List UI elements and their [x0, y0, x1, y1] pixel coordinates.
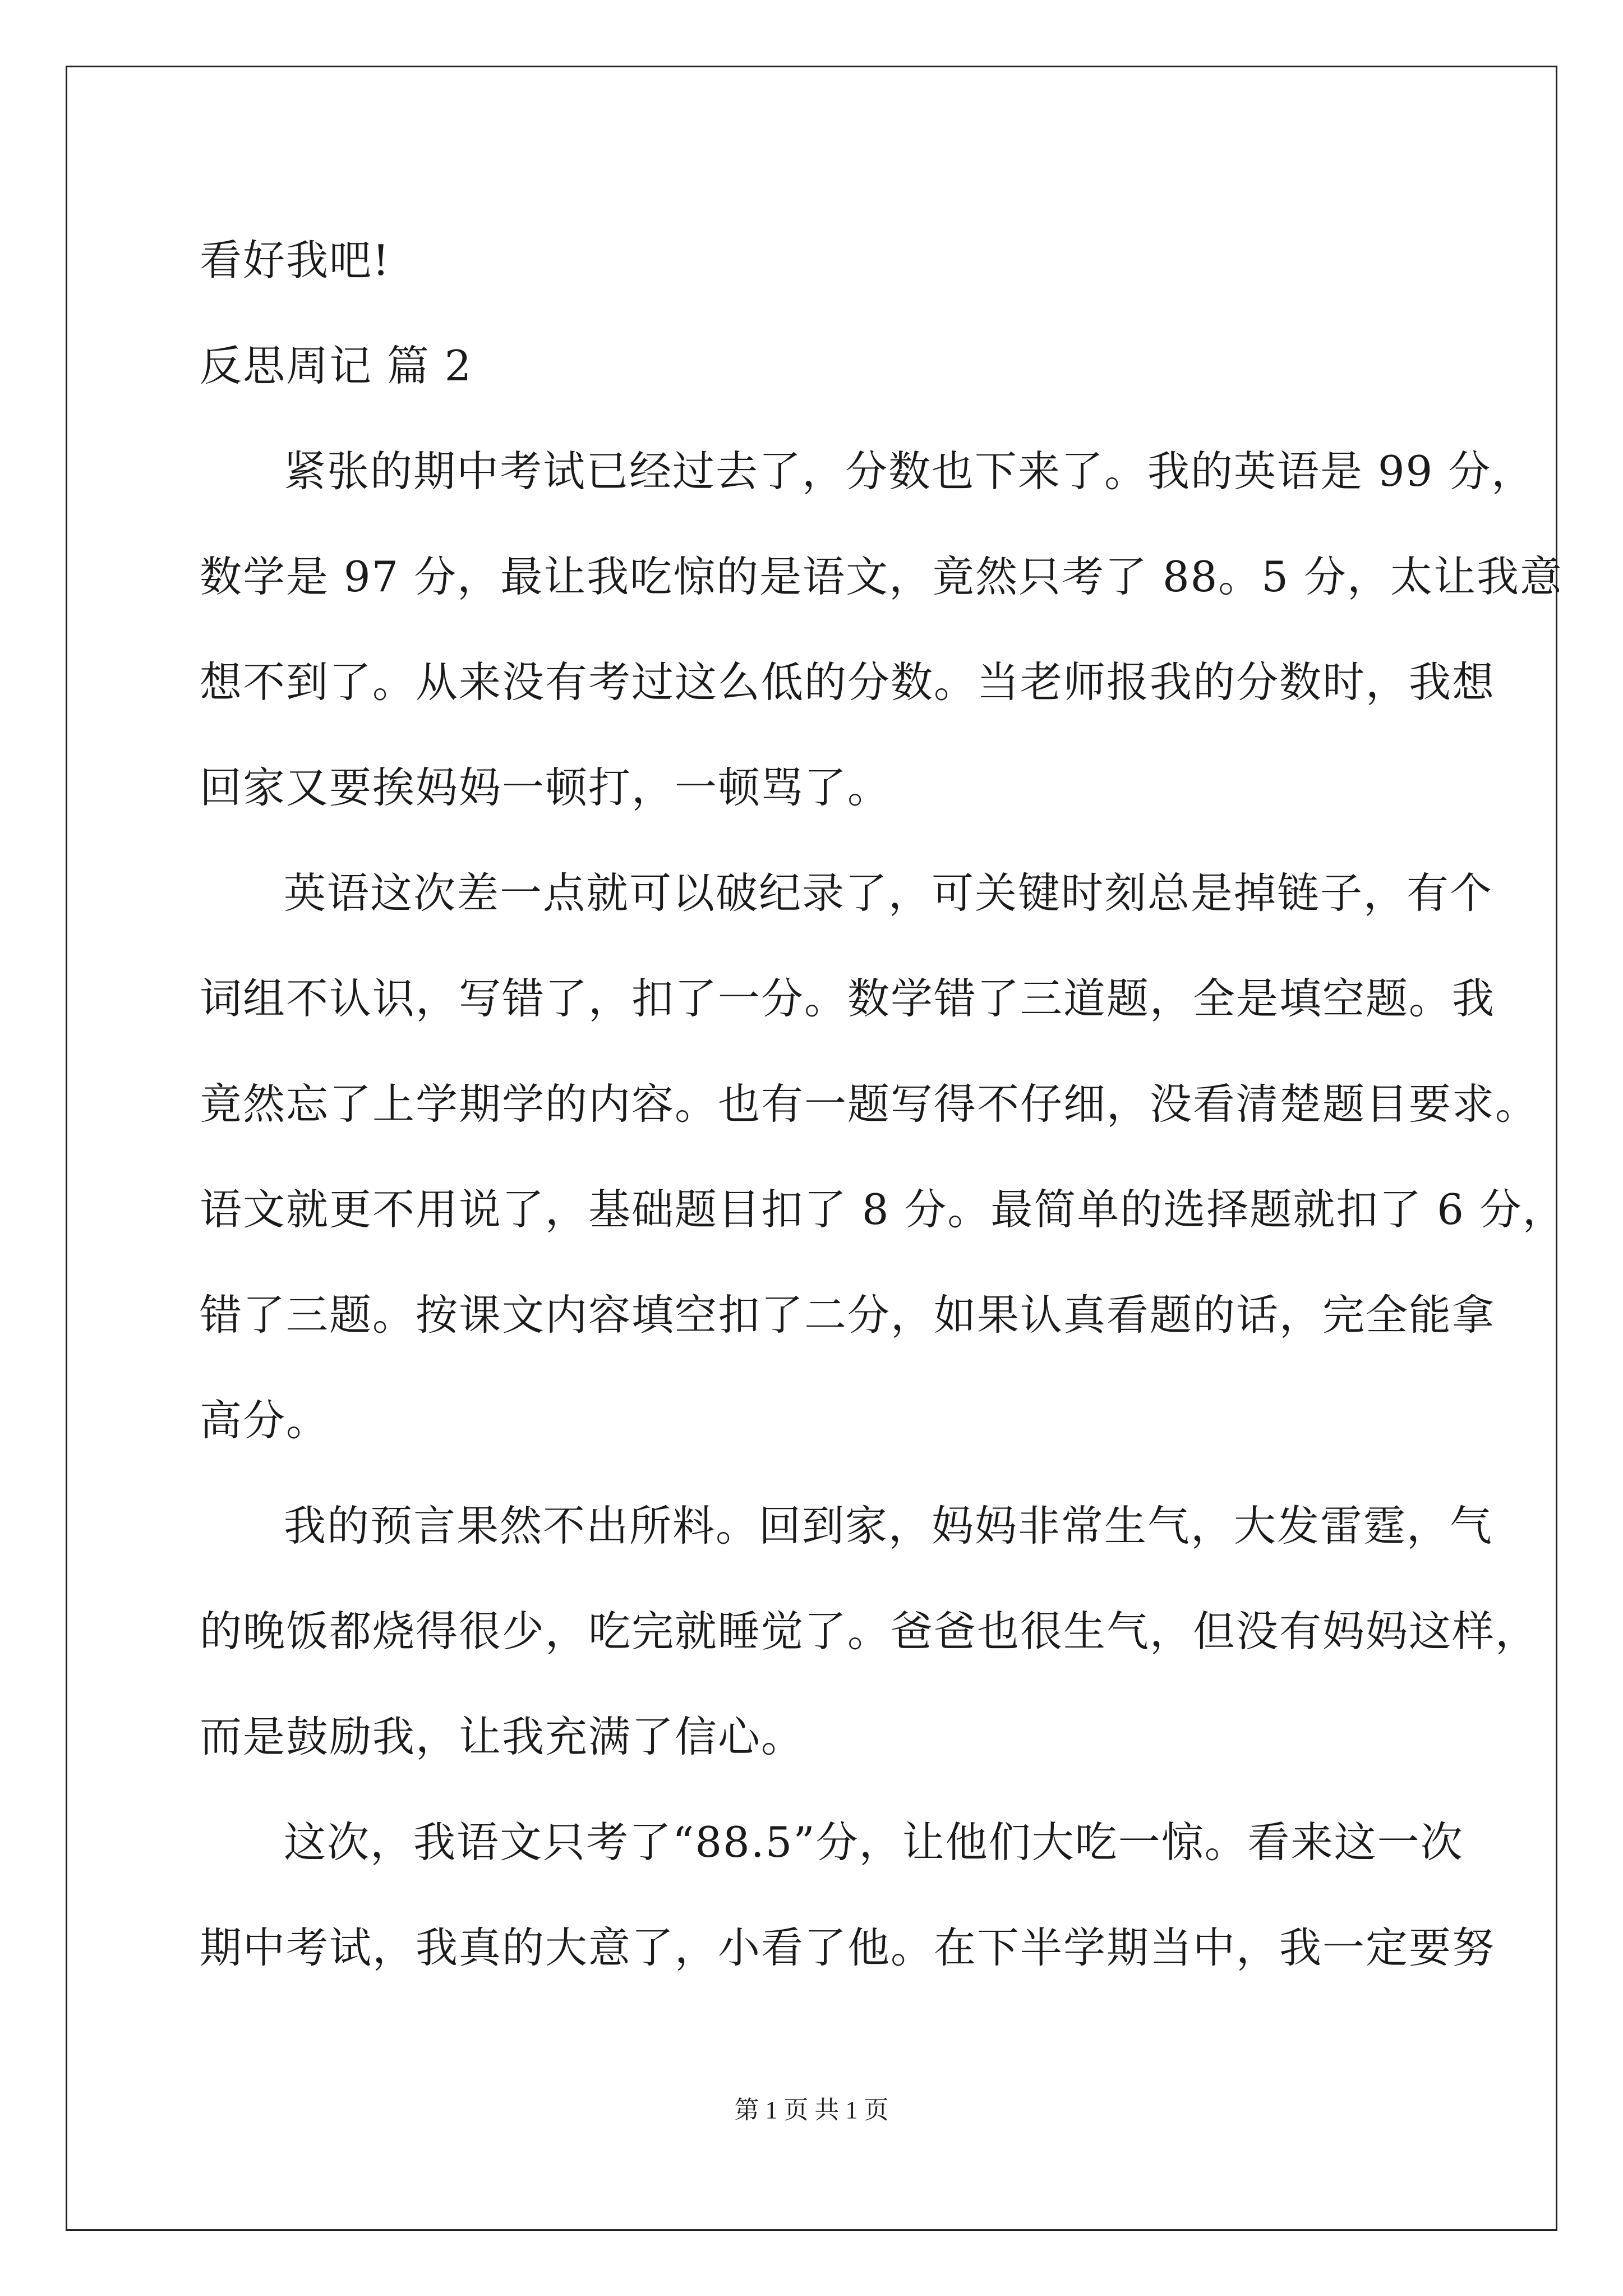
text-line: 数学是 97 分，最让我吃惊的是语文，竟然只考了 88。5 分，太让我意 [200, 552, 1563, 601]
text-line: 错了三题。按课文内容填空扣了二分，如果认真看题的话，完全能拿 [200, 1290, 1496, 1340]
text-line: 竟然忘了上学期学的内容。也有一题写得不仔细，没看清楚题目要求。 [200, 1079, 1539, 1129]
document-body [200, 208, 1566, 2000]
paragraph-first-line: 我的预言果然不出所料。回到家，妈妈非常生气，大发雷霆，气 [284, 1501, 1493, 1550]
text-line: 而是鼓励我，让我充满了信心。 [200, 1712, 805, 1761]
paragraph-first-line: 这次，我语文只考了“88.5”分，让他们大吃一惊。看来这一次 [284, 1818, 1464, 1867]
text-line: 的晚饭都烧得很少，吃完就睡觉了。爸爸也很生气，但没有妈妈这样， [200, 1607, 1539, 1656]
section-heading: 反思周记 篇 2 [200, 341, 473, 390]
text-line: 看好我吧! [200, 236, 391, 285]
paragraph-first-line: 英语这次差一点就可以破纪录了，可关键时刻总是掉链子，有个 [284, 868, 1493, 918]
text-line: 回家又要挨妈妈一顿打，一顿骂了。 [200, 763, 891, 812]
paragraph-first-line: 紧张的期中考试已经过去了，分数也下来了。我的英语是 99 分， [284, 447, 1535, 496]
text-line: 词组不认识，写错了，扣了一分。数学错了三道题，全是填空题。我 [200, 974, 1496, 1023]
text-line: 高分。 [200, 1396, 330, 1445]
text-line: 想不到了。从来没有考过这么低的分数。当老师报我的分数时，我想 [200, 657, 1496, 707]
text-line: 语文就更不用说了，基础题目扣了 8 分。最简单的选择题就扣了 6 分， [200, 1185, 1566, 1234]
page-footer: 第 1 页 共 1 页 [734, 2096, 889, 2124]
text-line: 期中考试，我真的大意了，小看了他。在下半学期当中，我一定要努 [200, 1923, 1496, 1972]
